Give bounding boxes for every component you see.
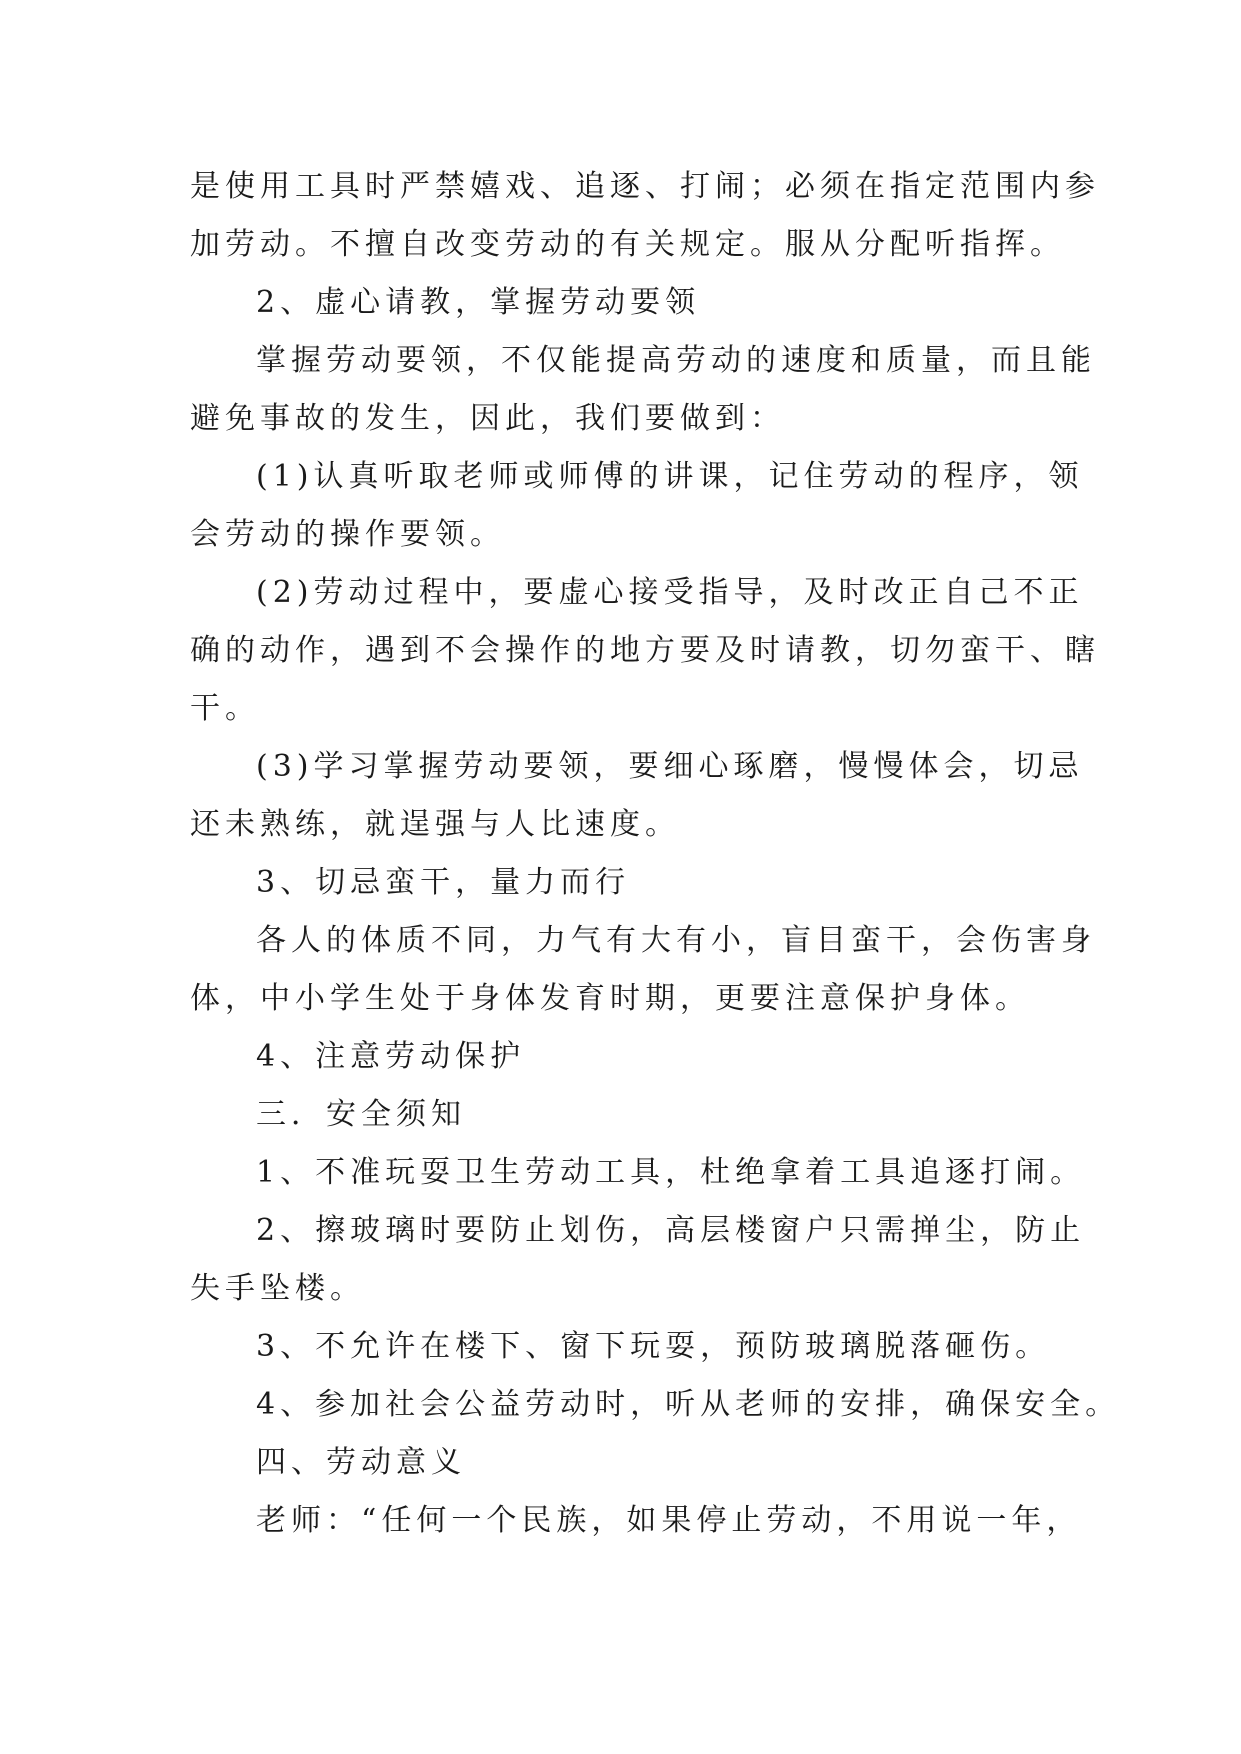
text-line: 体，中小学生处于身体发育时期，更要注意保护身体。 <box>190 981 1030 1016</box>
text-line: 1、不准玩耍卫生劳动工具，杜绝拿着工具追逐打闹。 <box>256 1155 1086 1190</box>
text-line: 4、参加社会公益劳动时，听从老师的安排，确保安全。 <box>256 1387 1121 1422</box>
text-line: 是使用工具时严禁嬉戏、追逐、打闹；必须在指定范围内参 <box>190 169 1100 204</box>
text-line: 还未熟练，就逞强与人比速度。 <box>190 807 680 842</box>
text-line: 干。 <box>190 691 260 726</box>
text-line: 失手坠楼。 <box>190 1271 365 1306</box>
text-line: 3、不允许在楼下、窗下玩耍，预防玻璃脱落砸伤。 <box>256 1329 1051 1364</box>
text-line: 加劳动。不擅自改变劳动的有关规定。服从分配听指挥。 <box>190 227 1065 262</box>
text-line: 三．安全须知 <box>256 1097 466 1132</box>
text-line: 避免事故的发生，因此，我们要做到： <box>190 401 785 436</box>
text-line: 2、虚心请教，掌握劳动要领 <box>256 285 701 320</box>
text-line: (1)认真听取老师或师傅的讲课，记住劳动的程序，领 <box>256 459 1084 494</box>
text-line: 各人的体质不同，力气有大有小，盲目蛮干，会伤害身 <box>256 923 1096 958</box>
text-line: 4、注意劳动保护 <box>256 1039 526 1074</box>
text-line: 四、劳动意义 <box>256 1445 466 1480</box>
document-body <box>190 158 1121 1550</box>
text-line: 3、切忌蛮干，量力而行 <box>256 865 631 900</box>
text-line: (3)学习掌握劳动要领，要细心琢磨，慢慢体会，切忌 <box>256 749 1084 784</box>
text-line: 确的动作，遇到不会操作的地方要及时请教，切勿蛮干、瞎 <box>190 633 1100 668</box>
text-line: (2)劳动过程中，要虚心接受指导，及时改正自己不正 <box>256 575 1084 610</box>
text-line: 2、擦玻璃时要防止划伤，高层楼窗户只需掸尘，防止 <box>256 1213 1086 1248</box>
text-line: 掌握劳动要领，不仅能提高劳动的速度和质量，而且能 <box>256 343 1096 378</box>
text-line: 老师：“任何一个民族，如果停止劳动，不用说一年， <box>256 1503 1082 1538</box>
text-line: 会劳动的操作要领。 <box>190 517 505 552</box>
